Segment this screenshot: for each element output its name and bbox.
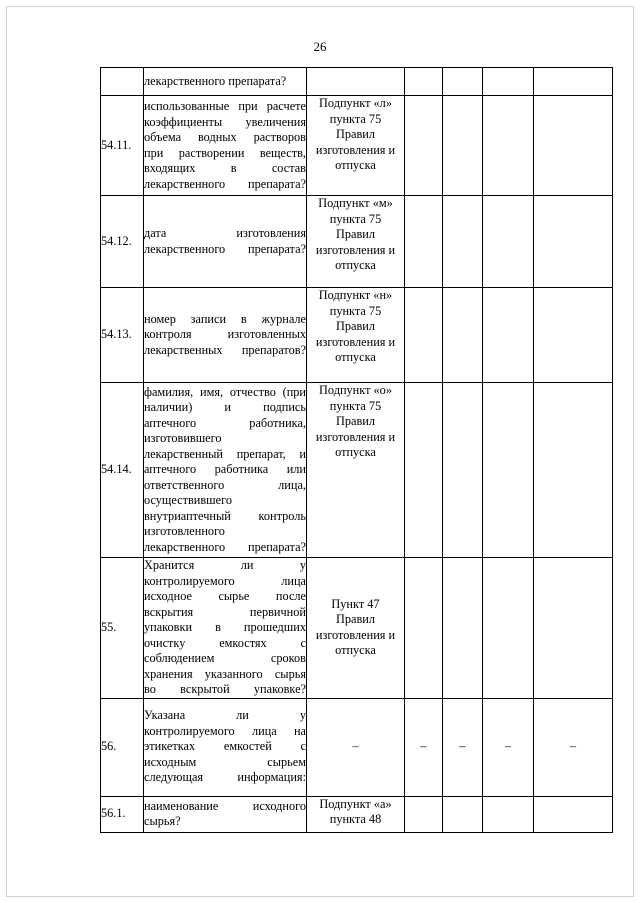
answer-cell	[443, 558, 483, 699]
question-text: фамилия, имя, отчество (при наличии) и подпись аптечного работника, изготовившего лекарственный препарат, и аптечного работника или ответственного лица, осуществившего внутриаптечный контроль изготовленного лекарственного препарата?	[144, 383, 307, 558]
requirement-reference: Подпункт «а» пункта 48	[307, 796, 405, 832]
answer-cell	[443, 96, 483, 196]
answer-cell	[443, 383, 483, 558]
requirement-reference: –	[307, 698, 405, 796]
answer-cell: –	[443, 698, 483, 796]
requirement-reference: Подпункт «м» пункта 75 Правил изготовления и отпуска	[307, 196, 405, 288]
answer-cell	[443, 196, 483, 288]
answer-cell: –	[405, 698, 443, 796]
answer-cell	[443, 796, 483, 832]
question-text: наименование исходного сырья?	[144, 796, 307, 832]
item-number: 56.1.	[101, 796, 144, 832]
item-number: 54.14.	[101, 383, 144, 558]
question-text: лекарственного препарата?	[144, 68, 307, 96]
table-row	[101, 796, 613, 832]
answer-cell	[534, 558, 613, 699]
item-number: 54.13.	[101, 288, 144, 383]
item-number: 56.	[101, 698, 144, 796]
requirement-reference: Подпункт «л» пункта 75 Правил изготовления и отпуска	[307, 96, 405, 196]
table-row	[101, 96, 613, 196]
answer-cell	[405, 558, 443, 699]
item-number	[101, 68, 144, 96]
item-number: 54.11.	[101, 96, 144, 196]
answer-cell	[534, 196, 613, 288]
answer-cell	[405, 96, 443, 196]
answer-cell	[534, 383, 613, 558]
requirement-reference: Подпункт «о» пункта 75 Правил изготовления и отпуска	[307, 383, 405, 558]
answer-cell	[405, 383, 443, 558]
answer-cell	[534, 288, 613, 383]
answer-cell	[483, 68, 534, 96]
question-text: Указана ли у контролируемого лица на этикетках емкостей с исходным сырьем следующая информация:	[144, 698, 307, 796]
requirement-reference: Пункт 47 Правил изготовления и отпуска	[307, 558, 405, 699]
answer-cell	[405, 196, 443, 288]
answer-cell	[483, 196, 534, 288]
requirement-reference	[307, 68, 405, 96]
table-row	[101, 196, 613, 288]
table-row	[101, 68, 613, 96]
question-text: использованные при расчете коэффициенты увеличения объема водных растворов при растворении веществ, входящих в состав лекарственного препарата?	[144, 96, 307, 196]
answer-cell	[483, 288, 534, 383]
answer-cell	[405, 68, 443, 96]
answer-cell	[483, 796, 534, 832]
page-number: 26	[313, 39, 327, 54]
answer-cell	[443, 68, 483, 96]
question-text: номер записи в журнале контроля изготовленных лекарственных препаратов?	[144, 288, 307, 383]
table-row	[101, 383, 613, 558]
item-number: 54.12.	[101, 196, 144, 288]
answer-cell	[534, 796, 613, 832]
item-number: 55.	[101, 558, 144, 699]
table-row	[101, 558, 613, 699]
question-text: Хранится ли у контролируемого лица исходное сырье после вскрытия первичной упаковки в прошедших очистку емкостях с соблюдением сроков хранения указанного сырья во вскрытой упаковке?	[144, 558, 306, 696]
table-row	[101, 288, 613, 383]
answer-cell	[534, 96, 613, 196]
requirement-reference: Подпункт «н» пункта 75 Правил изготовления и отпуска	[307, 288, 405, 383]
answer-cell	[405, 796, 443, 832]
answer-cell	[405, 288, 443, 383]
answer-cell: –	[534, 698, 613, 796]
table-row	[101, 698, 613, 796]
checklist-table	[100, 67, 613, 833]
answer-cell	[443, 288, 483, 383]
question-text: дата изготовления лекарственного препарата?	[144, 196, 307, 288]
answer-cell	[534, 68, 613, 96]
answer-cell	[483, 383, 534, 558]
answer-cell: –	[483, 698, 534, 796]
answer-cell	[483, 558, 534, 699]
answer-cell	[483, 96, 534, 196]
